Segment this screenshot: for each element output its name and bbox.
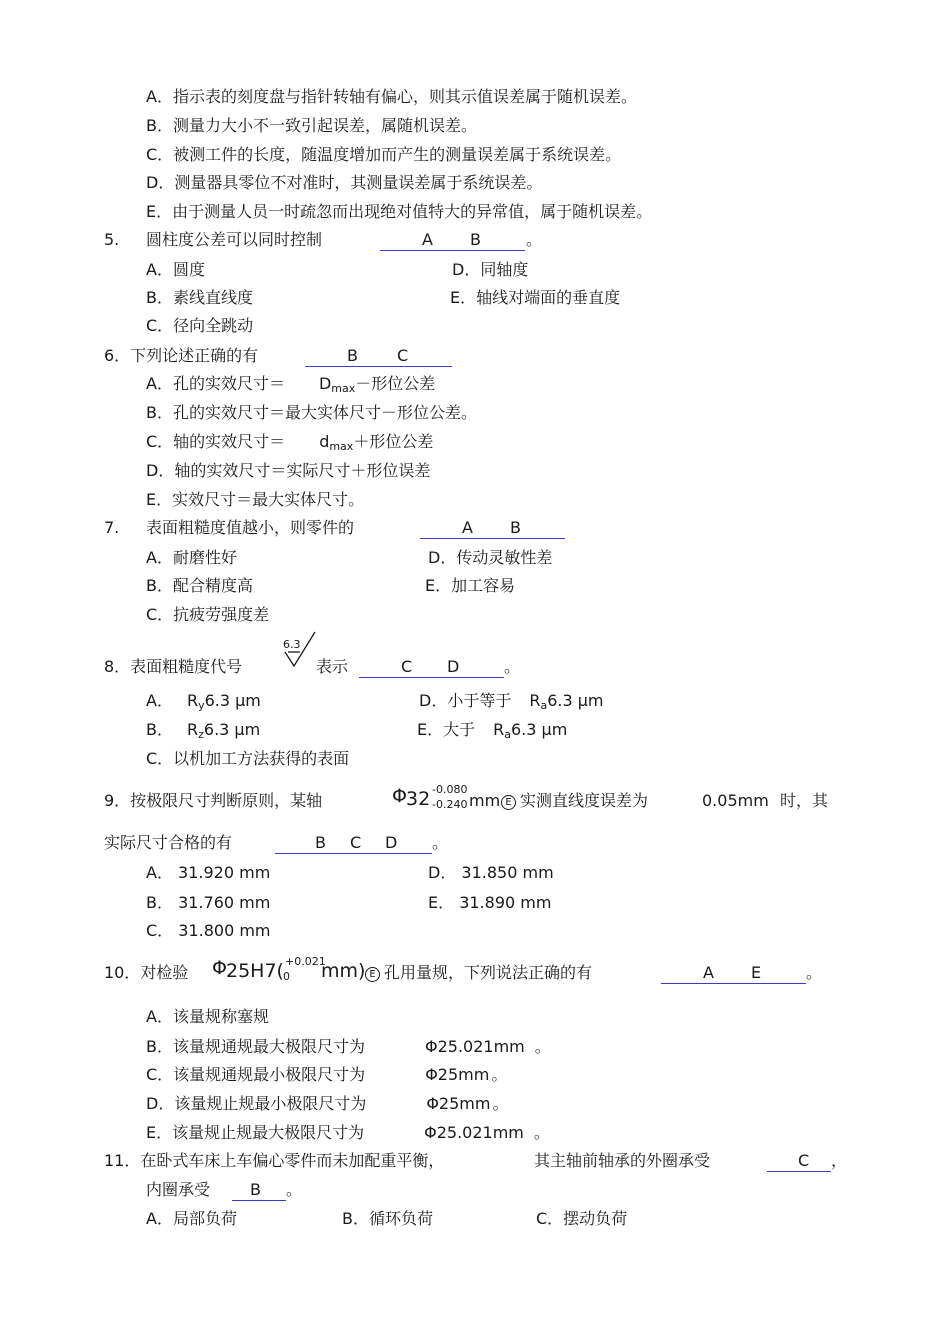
q9-option-d: D． 31.850 mm [428,863,554,882]
q10-stem: 10．对检验 [104,963,189,982]
q8-roughness-value: 6.3 [283,638,301,651]
q11-answer-b: B [250,1180,261,1199]
q9-answer-a: B [315,833,326,852]
roughness-symbol-icon [284,630,320,672]
q10-nominal: 25H7( [226,960,284,982]
q8-option-e: E．大于 $R_a6.3$ μm [417,720,568,741]
q5-answer-b: B [470,230,481,249]
q7-answer-b: B [510,518,521,537]
q9-diameter-icon: Φ [392,785,407,807]
q8-end: 。 [504,657,521,676]
q11-stem: 11．在卧式车床上车偏心零件而未加配重平衡， [104,1151,445,1170]
q5-option-d: D．同轴度 [452,260,529,279]
q11-answer-a: C [798,1151,810,1170]
q4-option-c: C．被测工件的长度，随温度增加而产生的测量误差属于系统误差。 [146,145,622,164]
q7-stem: 表面粗糙度值越小，则零件的 [146,518,355,537]
q5-option-c: C．径向全跳动 [146,316,254,335]
q5-option-e: E．轴线对端面的垂直度 [450,288,621,307]
q10-envelope-icon: E [364,963,381,983]
q5-number: 5. [104,230,120,249]
q7-option-b: B．配合精度高 [146,576,253,595]
q10-option-e: E．该量规止规最大极限尺寸为 Φ25.021mm 。 [146,1123,550,1142]
q9-option-a: A． 31.920 mm [146,863,271,882]
q5-answer-a: A [422,230,433,249]
q8-stem2: 表示 [316,657,349,676]
q10-upper-deviation: +0.021 [285,955,326,968]
q8-answer-blank [359,657,504,678]
q6-option-a: A．孔的实效尺寸＝ $D_{max}-$形位公差 [146,374,436,395]
q7-option-c: C．抗疲劳强度差 [146,605,270,624]
q6-answer-blank [305,346,452,367]
q8-answer-b: D [447,657,460,676]
q9-value: 0.05mm [702,791,769,810]
q5-option-b: B．素线直线度 [146,288,253,307]
q7-answer-blank [420,518,565,539]
q6-answer-b: C [397,346,409,365]
q10-answer-blank [661,963,806,984]
q6-option-d: D．轴的实效尺寸＝实际尺寸＋形位误差 [146,461,431,480]
q6-option-e: E．实效尺寸＝最大实体尺寸。 [146,490,365,509]
q7-number: 7. [104,518,120,537]
q4-option-b: B．测量力大小不一致引起误差，属随机误差。 [146,116,477,135]
q7-answer-a: A [462,518,473,537]
q9-lower-deviation: -0.240 [432,798,468,811]
q9-unit: mm [469,791,501,810]
q11-separator: ， [831,1151,848,1170]
q5-stem: 圆柱度公差可以同时控制 [146,230,323,249]
q6-option-b: B．孔的实效尺寸＝最大实体尺寸－形位公差。 [146,403,477,422]
q11-option-b: B．循环负荷 [342,1209,433,1228]
q10-option-c: C．该量规通规最小极限尺寸为 Φ25mm 。 [146,1065,508,1084]
q10-diameter-icon: Φ [212,957,227,979]
q11-option-a: A．局部负荷 [146,1209,237,1228]
q10-answer-a: A [703,963,714,982]
q9-answer-c: D [385,833,398,852]
q9-envelope-icon: E [500,791,517,811]
q7-option-a: A．耐磨性好 [146,548,237,567]
q4-option-a: A．指示表的刻度盘与指针转轴有偏心，则其示值误差属于随机误差。 [146,87,637,106]
q4-option-d: D．测量器具零位不对准时，其测量误差属于系统误差。 [146,173,543,192]
q4-option-e: E．由于测量人员一时疏忽而出现绝对值特大的异常值，属于随机误差。 [146,202,653,221]
q8-answer-a: C [401,657,413,676]
q5-answer-blank [380,230,525,251]
q5-option-a: A．圆度 [146,260,205,279]
q10-end: 。 [806,963,823,982]
q8-option-d: D．小于等于 $R_a6.3$ μm [419,691,604,712]
q11-option-c: C．摆动负荷 [536,1209,628,1228]
q8-option-a: A． $R_y6.3$ μm [146,691,261,712]
q6-answer-a: B [347,346,358,365]
q10-stem2: 孔用量规，下列说法正确的有 [384,963,593,982]
q9-answer-b: C [350,833,362,852]
q10-option-b: B．该量规通规最大极限尺寸为 Φ25.021mm 。 [146,1037,551,1056]
q9-option-b: B． 31.760 mm [146,893,271,912]
q9-stem: 9．按极限尺寸判断原则，某轴 [104,791,323,810]
q9-option-e: E． 31.890 mm [428,893,552,912]
q10-option-a: A．该量规称塞规 [146,1007,269,1026]
q6-option-c: C．轴的实效尺寸＝ $d_{max}+$形位公差 [146,432,434,453]
q8-stem: 8．表面粗糙度代号 [104,657,243,676]
q10-answer-b: E [751,963,762,982]
q9-nominal: 32 [406,788,431,810]
q7-option-d: D．传动灵敏性差 [428,548,553,567]
q11-end: 。 [286,1180,303,1199]
q9-stem3: 时，其 [780,791,829,810]
q8-option-c: C．以机加工方法获得的表面 [146,749,350,768]
q9-end: 。 [432,833,449,852]
q9-stem4: 实际尺寸合格的有 [104,833,233,852]
q10-unit: mm) [321,960,366,982]
q10-option-d: D．该量规止规最小极限尺寸为 Φ25mm 。 [146,1094,509,1113]
q5-end: 。 [526,230,543,249]
q8-option-b: B． $R_z6.3$ μm [146,720,261,741]
q9-option-c: C． 31.800 mm [146,921,271,940]
q7-option-e: E．加工容易 [425,576,516,595]
q11-stem2: 其主轴前轴承的外圈承受 [534,1151,711,1170]
q9-upper-deviation: -0.080 [432,783,468,796]
q10-lower-deviation: 0 [283,970,290,983]
q6-stem: 6．下列论述正确的有 [104,346,259,365]
q11-stem3: 内圈承受 [146,1180,211,1199]
q9-stem2: 实测直线度误差为 [520,791,649,810]
